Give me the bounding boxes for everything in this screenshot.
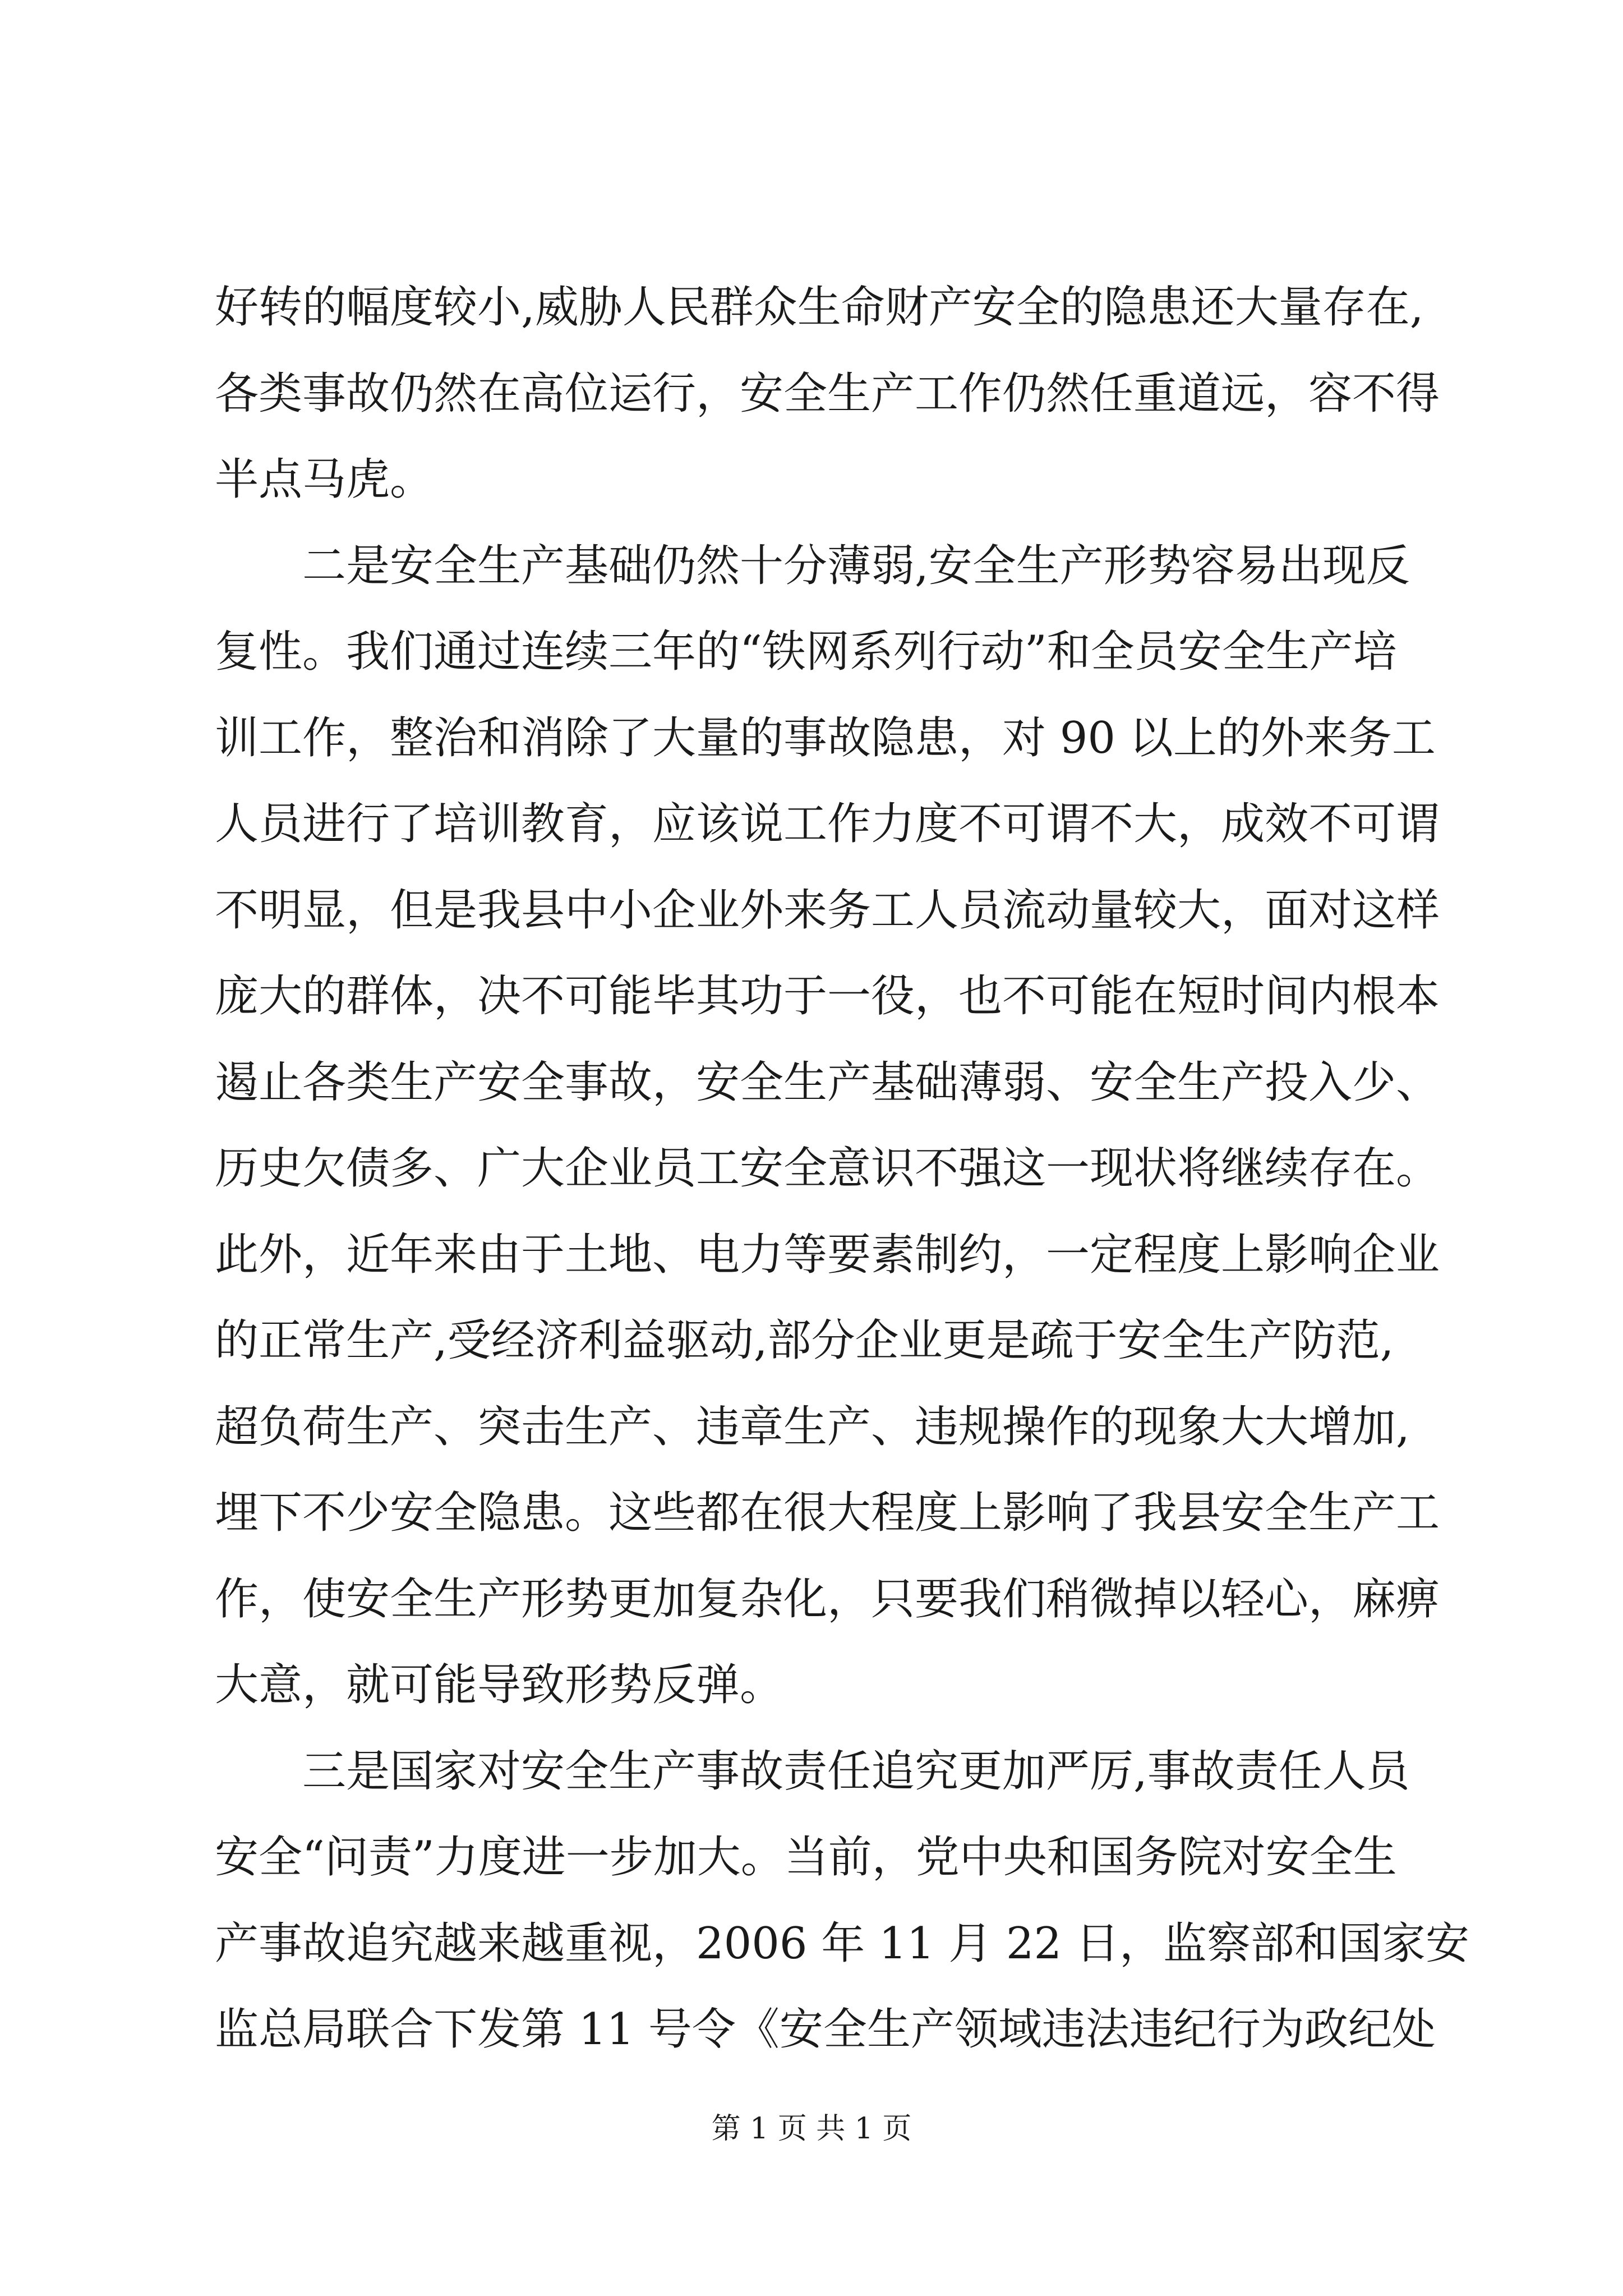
text-line: 的正常生产,受经济利益驱动,部分企业更是疏于安全生产防范, — [215, 1315, 1394, 1366]
text-line: 历史欠债多、广大企业员工安全意识不强这一现状将继续存在。 — [215, 1143, 1440, 1194]
text-line: 产事故追究越来越重视，2006 年 11 月 22 日，监察部和国家安 — [215, 1918, 1469, 1969]
text-line: 庞大的群体，决不可能毕其功于一役，也不可能在短时间内根本 — [215, 971, 1440, 1022]
text-line: 各类事故仍然在高位运行，安全生产工作仍然任重道远，容不得 — [215, 368, 1440, 419]
body-text — [215, 265, 1469, 2073]
text-line: 好转的幅度较小,威胁人民群众生命财产安全的隐患还大量存在, — [215, 282, 1424, 333]
text-line: 遏止各类生产安全事故，安全生产基础薄弱、安全生产投入少、 — [215, 1057, 1440, 1108]
text-line: 人员进行了培训教育，应该说工作力度不可谓不大，成效不可谓 — [215, 799, 1440, 849]
text-line: 三是国家对安全生产事故责任追究更加严厉,事故责任人员 — [215, 1746, 1410, 1797]
text-line: 埋下不少安全隐患。这些都在很大程度上影响了我县安全生产工 — [215, 1488, 1440, 1538]
page-number-footer: 第 1 页 共 1 页 — [711, 2112, 912, 2146]
text-line: 训工作，整治和消除了大量的事故隐患，对 90 以上的外来务工 — [215, 712, 1436, 763]
text-line: 监总局联合下发第 11 号令《安全生产领域违法违纪行为政纪处 — [215, 2004, 1436, 2055]
text-line: 此外，近年来由于土地、电力等要素制约，一定程度上影响企业 — [215, 1229, 1440, 1280]
text-line: 作，使安全生产形势更加复杂化，只要我们稍微掉以轻心，麻痹 — [215, 1573, 1440, 1625]
text-line: 大意，就可能导致形势反弹。 — [215, 1660, 784, 1710]
text-line: 超负荷生产、突击生产、违章生产、违规操作的现象大大增加, — [215, 1401, 1410, 1452]
text-line: 安全“问责”力度进一步加大。当前，党中央和国务院对安全生 — [215, 1832, 1397, 1883]
text-line: 半点马虎。 — [215, 454, 434, 505]
text-line: 复性。我们通过连续三年的“铁网系列行动”和全员安全生产培 — [215, 627, 1397, 677]
text-line: 不明显，但是我县中小企业外来务工人员流动量较大，面对这样 — [215, 885, 1440, 936]
text-line: 二是安全生产基础仍然十分薄弱,安全生产形势容易出现反 — [215, 540, 1410, 591]
